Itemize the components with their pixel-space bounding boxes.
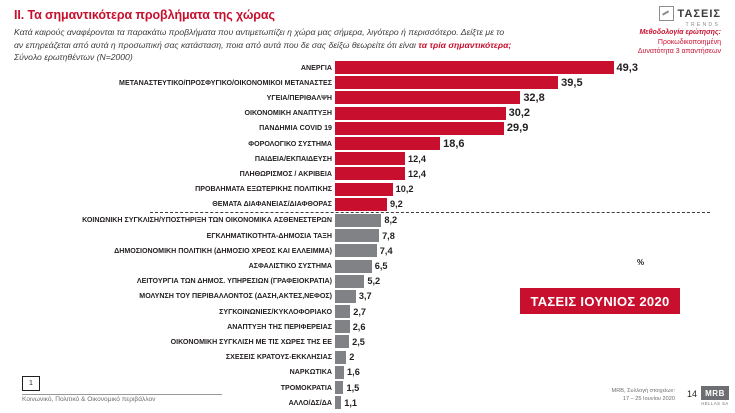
bar-category-label: ΕΓΚΛΗΜΑΤΙΚΟΤΗΤΑ-ΔΗΜΟΣΙΑ ΤΑΞΗ — [206, 231, 332, 240]
bar-value-label: 3,7 — [358, 291, 372, 302]
bar-value-label: 2,5 — [352, 336, 365, 347]
chart-bar-row — [0, 365, 735, 380]
bar-value-label: 1,6 — [347, 367, 360, 378]
bar-category-label: ΦΟΡΟΛΟΓΙΚΟ ΣΥΣΤΗΜΑ — [248, 139, 332, 148]
chart-bar-row — [0, 60, 735, 75]
methodology-line-2: Δυνατότητα 3 απαντήσεων — [637, 48, 721, 55]
bar-value-label: 18,6 — [443, 137, 465, 150]
bar-value-label: 39,5 — [561, 76, 583, 89]
sample-base: Σύνολο ερωτηθέντων (Ν=2000) — [14, 52, 133, 62]
bar-value-label: 9,2 — [389, 199, 403, 210]
bar-container — [335, 305, 366, 318]
bar-category-label: ΠΛΗΘΩΡΙΣΜΟΣ / ΑΚΡΙΒΕΙΑ — [239, 169, 332, 178]
bar-category-label: ΠΑΝΔΗΜΙΑ COVID 19 — [259, 124, 332, 133]
bar-container — [335, 76, 583, 89]
bar — [335, 320, 350, 333]
chart-bar-row — [0, 228, 735, 243]
bar-category-label: ΟΙΚΟΝΟΜΙΚΗ ΑΝΑΠΤΥΞΗ — [244, 109, 332, 118]
methodology-heading: Μεθοδολογία ερώτησης: — [639, 29, 721, 36]
bar-container — [335, 214, 397, 227]
page-number: 14 — [686, 389, 697, 399]
bar-container — [335, 137, 465, 150]
bar — [335, 229, 379, 242]
bar-category-label: ΜΕΤΑΝΑΣΤΕΥΤΙΚΟ/ΠΡΟΣΦΥΓΙΚΟ/ΟΙΚΟΝΟΜΙΚΟΙ ΜΕΤΑΝΑΣΤΕΣ — [119, 78, 332, 87]
bar — [335, 366, 344, 379]
source-note — [612, 388, 675, 403]
methodology-note — [601, 28, 721, 57]
bar-container — [335, 275, 380, 288]
trends-mark-icon — [659, 6, 674, 21]
bar-value-label: 49,3 — [616, 61, 638, 74]
bar-container — [335, 183, 414, 196]
bar — [335, 198, 387, 211]
question-text — [14, 26, 514, 51]
bar-category-label: ΜΟΛΥΝΣΗ ΤΟΥ ΠΕΡΙΒΑΛΛΟΝΤΟΣ (ΔΑΣΗ,ΑΚΤΕΣ,ΝΕΦΟΣ) — [139, 292, 332, 301]
chart-bar-row — [0, 136, 735, 151]
mrb-logo-mark: MRB — [701, 386, 729, 400]
chart-bar-row — [0, 75, 735, 90]
bar-container — [335, 381, 359, 394]
bar-value-label: 1,5 — [346, 382, 360, 393]
bar-container — [335, 122, 528, 135]
bar-value-label: 12,4 — [408, 168, 426, 179]
bar-container — [335, 91, 545, 104]
mrb-logo — [701, 386, 729, 406]
axis-unit-label: % — [637, 258, 645, 267]
bar — [335, 260, 372, 273]
bar-value-label: 32,8 — [523, 91, 545, 104]
bar-category-label: ΠΑΙΔΕΙΑ/ΕΚΠΑΙΔΕΥΣΗ — [254, 154, 332, 163]
bar — [335, 91, 520, 104]
bar-value-label: 7,8 — [382, 230, 395, 241]
bar-category-label: ΔΗΜΟΣΙΟΝΟΜΙΚΗ ΠΟΛΙΤΙΚΗ (ΔΗΜΟΣΙΟ ΧΡΕΟΣ ΚΑΙ ΕΛΛΕΙΜΜΑ) — [114, 246, 332, 255]
source-line-2: 17 – 25 Ιουνίου 2020 — [622, 395, 675, 402]
bar-container — [335, 198, 403, 211]
bar-value-label: 30,2 — [508, 107, 531, 120]
bar-container — [335, 366, 360, 379]
brand-name: ΤΑΣΕΙΣ — [677, 7, 721, 20]
bar — [335, 137, 440, 150]
bar — [335, 183, 393, 196]
bar-category-label: ΛΕΙΤΟΥΡΓΙΑ ΤΩΝ ΔΗΜΟΣ. ΥΠΗΡΕΣΙΩΝ (ΓΡΑΦΕΙΟΚΡΑΤΙΑ) — [136, 277, 332, 286]
section-number: 1 — [22, 376, 40, 391]
bar-value-label: 5,2 — [367, 276, 381, 287]
bar-value-label: 6,5 — [374, 261, 388, 272]
bar-container — [335, 290, 372, 303]
chart-bar-row — [0, 197, 735, 212]
bar-value-label: 29,9 — [506, 122, 529, 135]
bar — [335, 381, 343, 394]
chart-bar-row — [0, 106, 735, 121]
bar-container — [335, 229, 395, 242]
bar-value-label: 7,4 — [379, 245, 393, 256]
bar-value-label: 1,1 — [344, 397, 357, 408]
chart-bar-row — [0, 258, 735, 273]
question-line-1: Κατά καιρούς αναφέρονται τα παρακάτω προβλήματα που αντιμετωπίζει η χώρα μας σήμερα, λιγότερο ή περισσότερο. Δείξτε με το αν επηρεάζεται — [14, 27, 505, 50]
bar — [335, 275, 364, 288]
bar-category-label: ΟΙΚΟΝΟΜΙΚΗ ΣΥΓΚΛΙΣΗ ΜΕ ΤΙΣ ΧΩΡΕΣ ΤΗΣ ΕΕ — [170, 337, 332, 346]
chart-bar-row — [0, 274, 735, 289]
chart-bar-row — [0, 166, 735, 181]
bar — [335, 76, 558, 89]
chart-bar-row — [0, 121, 735, 136]
page-title: II. Τα σημαντικότερα προβλήματα της χώρας — [14, 8, 275, 22]
chart-bar-row — [0, 182, 735, 197]
bar-category-label: ΑΛΛΟ/ΔΣ/ΔΑ — [288, 398, 332, 407]
bar — [335, 396, 341, 409]
bar-container — [335, 167, 426, 180]
chart-bar-row — [0, 350, 735, 365]
bar-category-label: ΑΝΕΡΓΙΑ — [300, 63, 332, 72]
bar-category-label: ΥΓΕΙΑ/ΠΕΡΙΘΑΛΨΗ — [266, 93, 332, 102]
bar — [335, 122, 504, 135]
bar-value-label: 8,2 — [384, 215, 398, 226]
chart-bar-row — [0, 334, 735, 349]
bar-container — [335, 396, 357, 409]
bar — [335, 152, 405, 165]
chart-bar-row — [0, 213, 735, 228]
bar-container — [335, 351, 354, 364]
bar-category-label: ΑΝΑΠΤΥΞΗ ΤΗΣ ΠΕΡΙΦΕΡΕΙΑΣ — [227, 322, 332, 331]
footer-divider — [22, 394, 222, 395]
bar-container — [335, 244, 393, 257]
bar — [335, 61, 614, 74]
bar-category-label: ΣΧΕΣΕΙΣ ΚΡΑΤΟΥΣ-ΕΚΚΛΗΣΙΑΣ — [225, 353, 332, 362]
bar — [335, 351, 346, 364]
question-line-2: από αυτά η προσωπική σας κατάσταση, ποια από αυτά που δε σας δείξω θεωρείτε ότι είναι — [73, 39, 419, 50]
bar-category-label: ΘΕΜΑΤΑ ΔΙΑΦΑΝΕΙΑΣ/ΔΙΑΦΘΟΡΑΣ — [212, 200, 332, 209]
bar — [335, 167, 405, 180]
bar-container — [335, 335, 365, 348]
bar-container — [335, 152, 426, 165]
bar — [335, 290, 356, 303]
bar-value-label: 2 — [349, 352, 355, 363]
methodology-line-1: Προκωδικοποιημένη — [657, 38, 721, 46]
bar — [335, 244, 377, 257]
bar-container — [335, 260, 388, 273]
bar — [335, 305, 350, 318]
bar-container — [335, 320, 365, 333]
bar-category-label: ΣΥΓΚΟΙΝΩΝΙΕΣ/ΚΥΚΛΟΦΟΡΙΑΚΟ — [219, 307, 332, 316]
chart-bar-row — [0, 319, 735, 334]
bar-category-label: ΑΣΦΑΛΙΣΤΙΚΟ ΣΥΣΤΗΜΑ — [248, 262, 332, 271]
wave-stamp: ΤΑΣΕΙΣ ΙΟΥΝΙΟΣ 2020 — [520, 288, 680, 314]
bar-category-label: ΚΟΙΝΩΝΙΚΗ ΣΥΓΚΛΙΣΗ/ΥΠΟΣΤΗΡΙΞΗ ΤΩΝ ΟΙΚΟΝΟΜΙΚΑ ΑΣΘΕΝΕΣΤΕΡΩΝ — [82, 216, 332, 225]
bar — [335, 107, 506, 120]
brand-logo — [659, 6, 721, 28]
chart-bar-row — [0, 243, 735, 258]
source-line-1: MRB, Συλλογή στοιχείων: — [611, 388, 675, 394]
bar-value-label: 12,4 — [408, 153, 426, 164]
bar-value-label: 10,2 — [395, 184, 414, 195]
bar-category-label: ΠΡΟΒΛΗΜΑΤΑ ΕΞΩΤΕΡΙΚΗΣ ΠΟΛΙΤΙΚΗΣ — [195, 185, 332, 194]
bar-container — [335, 61, 638, 74]
chart-bar-row — [0, 90, 735, 105]
bar-container — [335, 107, 530, 120]
bar-category-label: ΝΑΡΚΩΤΙΚΑ — [289, 368, 332, 377]
brand-subtitle: TRENDS — [685, 22, 720, 28]
bar — [335, 214, 381, 227]
question-highlight: τα τρία σημαντικότερα; — [418, 39, 512, 50]
bar-category-label: ΤΡΟΜΟΚΡΑΤΙΑ — [280, 383, 332, 392]
footer-note: Κοινωνικό, Πολιτικό & Οικονομικό περιβάλλον — [22, 396, 156, 403]
chart-bar-row — [0, 151, 735, 166]
bar — [335, 335, 349, 348]
bar-value-label: 2,6 — [352, 321, 366, 332]
mrb-logo-sub: HELLAS SA — [701, 401, 729, 406]
bar-value-label: 2,7 — [353, 306, 367, 317]
